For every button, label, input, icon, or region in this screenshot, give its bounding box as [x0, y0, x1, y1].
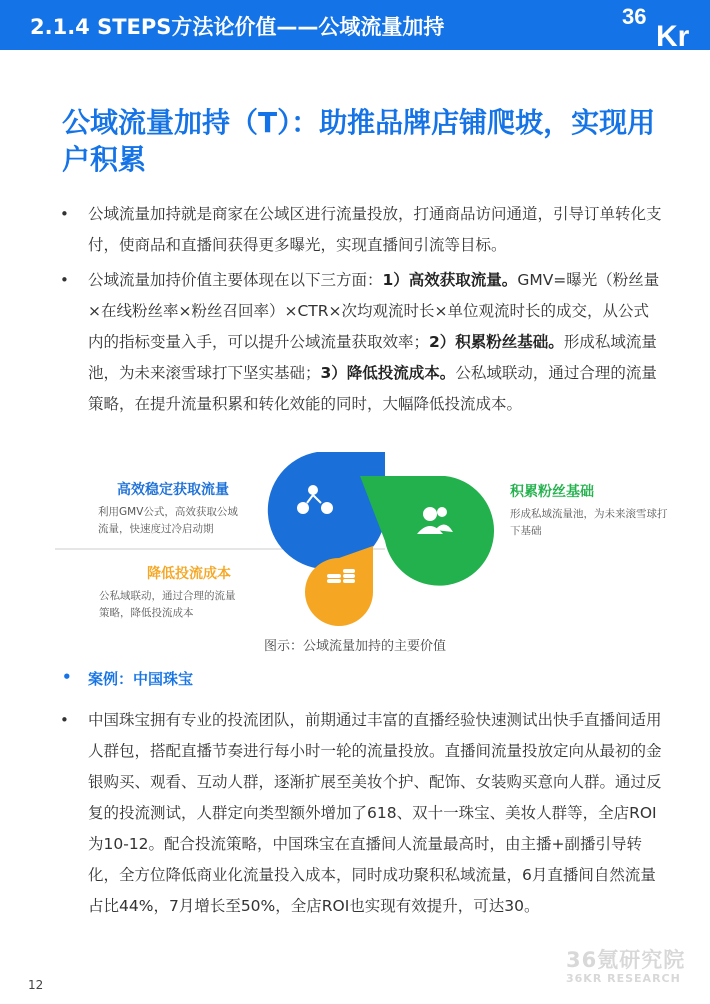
watermark-line1: 36氪研究院: [566, 948, 686, 972]
bullet-1-text: 公域流量加持就是商家在公域区进行流量投放，打通商品访问通道，引导订单转化支付，使商品和直播间获得更多曝光，实现直播间引流等目标。: [88, 205, 662, 254]
item3-desc: 公私域联动，通过合理的流量策略，降低投流成本: [99, 590, 236, 619]
logo-text-top: 36: [622, 4, 647, 29]
watermark-line2: 36KR RESEARCH: [566, 972, 681, 985]
item1-desc: 利用GMV公式，高效获取公域流量，快速度过冷启动期: [98, 506, 238, 535]
figure-caption: 图示：公域流量加持的主要价值: [263, 639, 446, 654]
page-number: 12: [28, 978, 44, 992]
watermark: [566, 944, 685, 985]
case-label: 案例：中国珠宝: [88, 670, 194, 688]
bullet-dot: •: [60, 205, 69, 223]
36kr-logo: [618, 2, 706, 48]
bullet-dot: •: [60, 271, 69, 289]
item2-title: 积累粉丝基础: [510, 484, 594, 500]
item3-title: 降低投流成本: [147, 566, 231, 582]
bullet-3-text: 中国珠宝拥有专业的投流团队，前期通过丰富的直播经验快速测试出快手直播间适用人群包，搭配直播节奏进行每小时一轮的流量投放。直播间流量投放定向从最初的金银购买、观看、互动人群，逐渐扩展至美妆个护、配饰、女装购买意向人群。通过反复的投流测试，人群定向类型额外增加了618、双十一珠宝、美妆人群等，全店ROI为10-12。配合投流策略，中国珠宝在直播间人流量最高时，由主播+副播引导转化，全方位降低商业化流量投入成本，同时成功聚积私域流量，6月直播间自然流量占比44%，7月增长至50%，全店ROI也实现有效提升，可达30。: [88, 711, 662, 915]
bullet-3: [62, 705, 662, 945]
bullet-dot: •: [62, 668, 72, 686]
header-bar: [0, 0, 710, 50]
item1-title: 高效稳定获取流量: [117, 482, 229, 498]
value-figure: [55, 446, 675, 646]
logo-text-bottom: Kr: [656, 20, 690, 48]
item2-desc: 形成私域流量池，为未来滚雪球打下基础: [510, 508, 668, 537]
bullet-2: [62, 265, 662, 445]
page-headline: 公域流量加持（T）：助推品牌店铺爬坡，实现用户积累: [62, 106, 656, 176]
bullet-2-text: 公域流量加持价值主要体现在以下三方面：1）高效获取流量。GMV=曝光（粉丝量×在线粉丝率×粉丝召回率）×CTR×次均观流时长×单位观流时长的成交，从公式内的指标变量入手，可以提升公域流量获取效率；2）积累粉丝基础。形成私域流量池，为未来滚雪球打下坚实基础；3）降低投流成本。公私域联动，通过合理的流量策略，在提升流量积累和转化效能的同时，大幅降低投流成本。: [88, 271, 660, 413]
section-title: 2.1.4 STEPS方法论价值——公域流量加持: [30, 15, 445, 39]
bullet-dot: •: [60, 711, 69, 729]
bullet-1: [62, 199, 662, 265]
case-heading: [62, 668, 193, 689]
